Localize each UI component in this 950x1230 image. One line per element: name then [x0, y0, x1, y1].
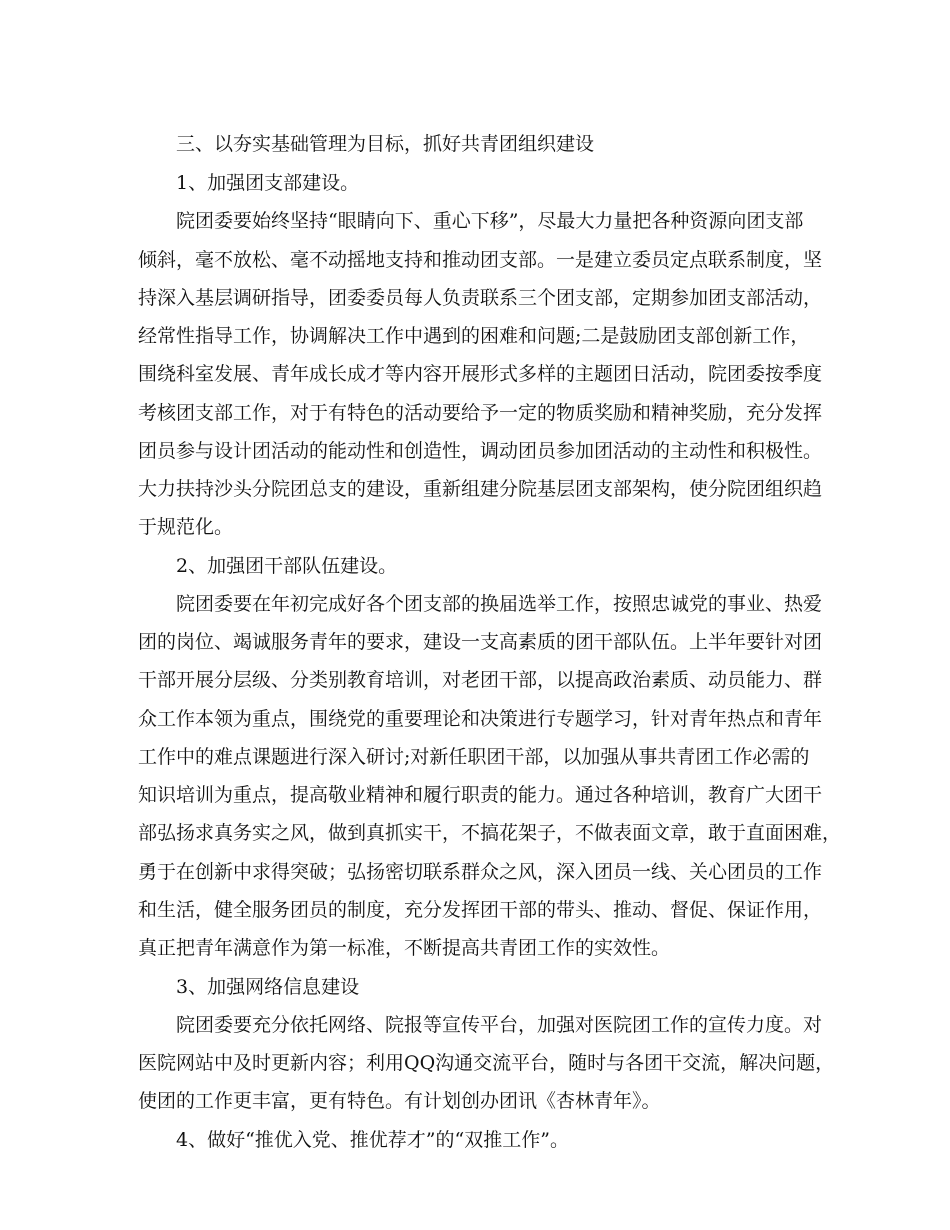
- item-1-line: 于规范化。: [138, 516, 234, 538]
- item-2-line: 工作中的难点课题进行深入研讨;对新任职团干部，以加强从事共青团工作必需的: [138, 746, 810, 768]
- item-2-line: 众工作本领为重点，围绕党的重要理论和决策进行专题学习，针对青年热点和青年: [138, 708, 823, 730]
- item-1-line: 院团委要始终坚持“眼睛向下、重心下移”，尽最大力量把各种资源向团支部: [176, 210, 804, 232]
- item-1-line: 持深入基层调研指导，团委委员每人负责联系三个团支部，定期参加团支部活动，: [138, 287, 823, 309]
- item-1-line: 大力扶持沙头分院团总支的建设，重新组建分院基层团支部架构，使分院团组织趋: [138, 478, 823, 500]
- item-2-line: 院团委要在年初完成好各个团支部的换届选举工作，按照忠诚党的事业、热爱: [176, 593, 823, 615]
- item-3-line: 院团委要充分依托网络、院报等宣传平台，加强对医院团工作的宣传力度。对: [176, 1014, 823, 1036]
- item-3-line: 使团的工作更丰富，更有特色。有计划创办团讯《杏林青年》。: [138, 1090, 661, 1112]
- item-1-heading: 1、加强团支部建设。: [176, 172, 360, 194]
- item-2-line: 知识培训为重点，提高敬业精神和履行职责的能力。通过各种培训，教育广大团干: [138, 784, 823, 806]
- item-2-line: 真正把青年满意作为第一标准，不断提高共青团工作的实效性。: [138, 937, 671, 959]
- item-1-line: 团员参与设计团活动的能动性和创造性，调动团员参加团活动的主动性和积极性。: [138, 440, 823, 462]
- item-2-line: 团的岗位、竭诚服务青年的要求，建设一支高素质的团干部队伍。上半年要针对团: [138, 631, 823, 653]
- item-1-line: 经常性指导工作，协调解决工作中遇到的困难和问题;二是鼓励团支部创新工作，: [138, 325, 810, 347]
- item-1-line: 倾斜，毫不放松、毫不动摇地支持和推动团支部。一是建立委员定点联系制度，坚: [138, 249, 823, 271]
- item-1-line: 考核团支部工作，对于有特色的活动要给予一定的物质奖励和精神奖励，充分发挥: [138, 402, 823, 424]
- item-3-line: 医院网站中及时更新内容；利用QQ沟通交流平台，随时与各团干交流，解决问题，: [138, 1052, 835, 1074]
- item-3-heading: 3、加强网络信息建设: [176, 976, 360, 998]
- item-1-line: 围绕科室发展、青年成长成才等内容开展形式多样的主题团日活动，院团委按季度: [138, 363, 823, 385]
- item-2-line: 干部开展分层级、分类别教育培训，对老团干部，以提高政治素质、动员能力、群: [138, 669, 823, 691]
- item-2-line: 部弘扬求真务实之风，做到真抓实干，不搞花架子，不做表面文章，敢于直面困难，: [138, 822, 842, 844]
- item-4-heading: 4、做好“推优入党、推优荐才”的“双推工作”。: [176, 1129, 569, 1151]
- item-2-heading: 2、加强团干部队伍建设。: [176, 555, 398, 577]
- section-heading: 三、以夯实基础管理为目标，抓好共青团组织建设: [176, 133, 595, 155]
- item-2-line: 和生活，健全服务团员的制度，充分发挥团干部的带头、推动、督促、保证作用，: [138, 899, 823, 921]
- item-2-line: 勇于在创新中求得突破；弘扬密切联系群众之风，深入团员一线、关心团员的工作: [138, 861, 823, 883]
